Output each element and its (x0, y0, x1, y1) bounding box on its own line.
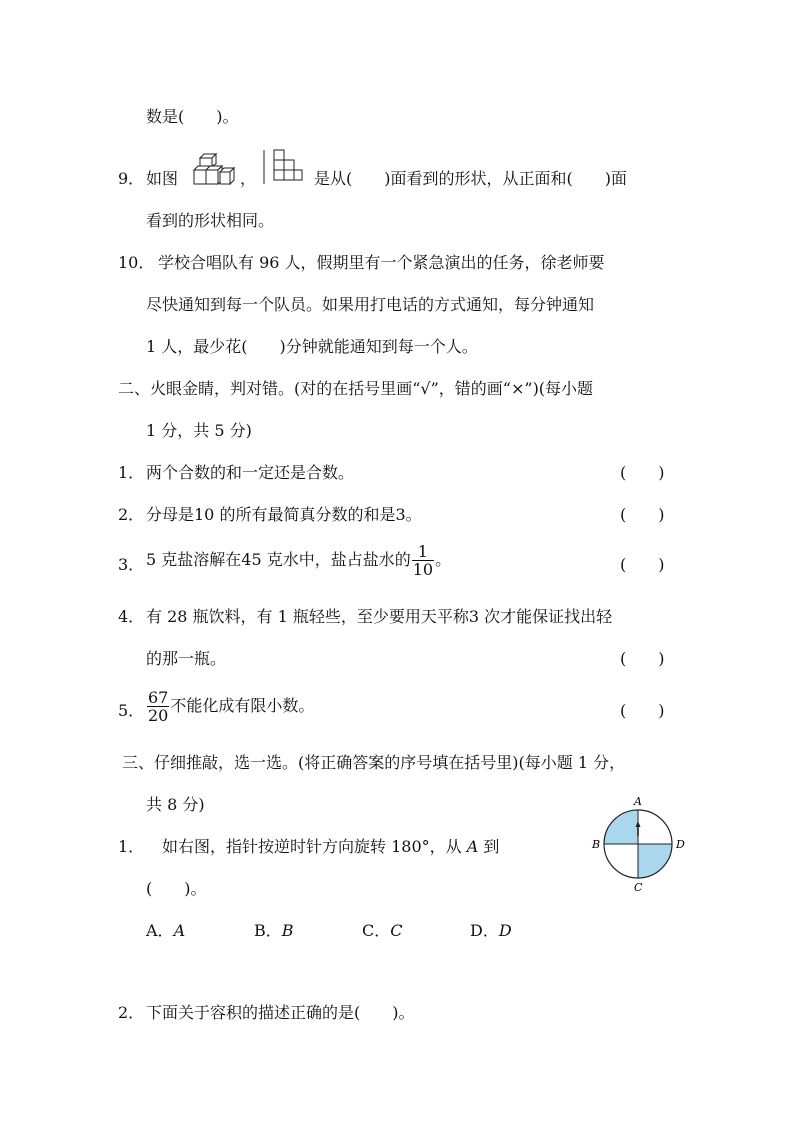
label-bottom: C (634, 881, 643, 894)
s2-item1-answer-paren[interactable]: ( ) (620, 463, 665, 482)
option-value: C (390, 921, 403, 940)
section2-title-line-2: 1 分，共 5 分) (146, 421, 252, 440)
section3-title: 三、仔细推敲，选一选。(将正确答案的序号填在括号里)(每小题 1 分， (122, 753, 626, 772)
s3-q1-text-b: 到 (483, 837, 500, 856)
s3-q2-text: 下面关于容积的描述正确的是( )。 (146, 1003, 415, 1022)
s3-q1-option-c[interactable] (362, 920, 403, 942)
option-label: D． (470, 921, 499, 940)
s3-q1-var-from: A (466, 837, 479, 856)
s2-item3-answer-paren[interactable]: ( ) (620, 555, 665, 574)
s3-q1-text-a: 如右图，指针按逆时针方向旋转 180°，从 (162, 837, 462, 856)
s2-item4-text-line-2: 的那一瓶。 (146, 649, 227, 668)
s2-item3-text: 5 克盐溶解在45 克水中，盐占盐水的 (146, 550, 411, 569)
q10-line-2: 尽快通知到每一个队员。如果用打电话的方式通知，每分钟通知 (146, 295, 595, 314)
s3-q1-option-b[interactable] (254, 920, 294, 942)
grid-view-figure (260, 146, 306, 186)
option-label: C． (362, 921, 391, 940)
q9-comma: ， (240, 169, 257, 188)
s2-item2-number: 2． (118, 505, 145, 524)
s3-q2-number: 2． (118, 1003, 145, 1022)
s2-item4-number: 4． (118, 607, 145, 626)
label-right: D (676, 838, 685, 851)
option-value: D (498, 921, 512, 940)
s2-item5-answer-paren[interactable]: ( ) (620, 701, 665, 720)
s2-item3-number: 3． (118, 555, 145, 574)
q9-text-after-figure: 是从( )面看到的形状，从正面和( )面 (314, 169, 627, 188)
s3-q1-option-a[interactable] (146, 920, 185, 942)
q10-line-1: 学校合唱队有 96 人，假期里有一个紧急演出的任务，徐老师要 (158, 253, 605, 272)
rotation-circle-figure (586, 792, 690, 896)
s2-item4-answer-paren[interactable]: ( ) (620, 649, 665, 668)
s2-item3-tail: 。 (435, 550, 452, 569)
s2-item2-text: 分母是10 的所有最简真分数的和是3。 (146, 505, 422, 524)
s2-item1-text: 两个合数的和一定还是合数。 (146, 463, 355, 482)
s3-q1-text-row (162, 836, 499, 858)
section2-title: 二、火眼金睛，判对错。(对的在括号里画“√”，错的画“×”)(每小题 (118, 379, 594, 398)
option-value: B (281, 921, 294, 940)
s2-item5-number: 5． (118, 701, 145, 720)
s2-item4-text: 有 28 瓶饮料，有 1 瓶轻些，至少要用天平称3 次才能保证找出轻 (146, 607, 613, 626)
fraction-denominator: 20 (148, 706, 169, 725)
s3-q1-answer-paren[interactable]: ( )。 (146, 879, 207, 898)
q10-line-3: 1 人，最少花( )分钟就能通知到每一个人。 (146, 337, 478, 356)
option-value: A (173, 921, 186, 940)
q9-line-2: 看到的形状相同。 (146, 211, 275, 230)
cube-stack-figure (190, 150, 236, 186)
s3-q1-option-d[interactable] (470, 920, 512, 942)
fraction-numerator: 1 (412, 543, 434, 561)
q9-number: 9． (118, 169, 145, 188)
fraction-denominator: 10 (412, 560, 434, 579)
s2-item5-text-row (146, 689, 314, 724)
fraction-numerator: 67 (148, 688, 169, 707)
s2-item3-fraction (412, 543, 434, 578)
option-label: A． (146, 921, 174, 940)
label-top: A (634, 795, 642, 808)
label-left: B (592, 838, 601, 851)
section3-title-line-2: 共 8 分) (146, 795, 205, 814)
s2-item5-fraction (147, 689, 169, 724)
s2-item5-text: 不能化成有限小数。 (170, 696, 315, 715)
q9-text-before-figure: 如图 (146, 169, 179, 188)
q10-number: 10． (118, 253, 155, 272)
s2-item1-number: 1． (118, 463, 145, 482)
option-label: B． (254, 921, 282, 940)
s2-item2-answer-paren[interactable]: ( ) (620, 505, 665, 524)
prev-question-tail: 数是( )。 (146, 107, 239, 126)
s3-q1-number: 1． (118, 837, 145, 856)
s2-item3-text-row (146, 543, 451, 578)
